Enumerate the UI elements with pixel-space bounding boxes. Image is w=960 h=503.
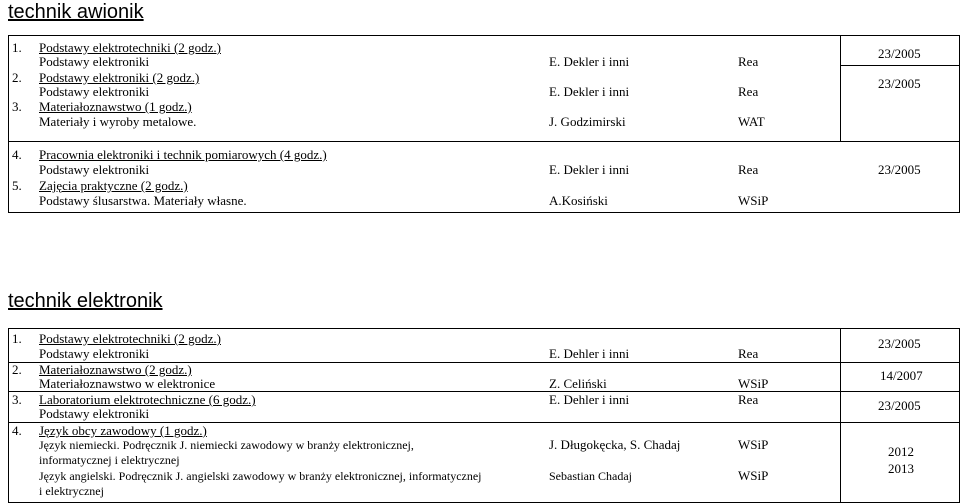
book-publisher: WAT bbox=[738, 114, 765, 129]
approval-number: 23/2005 bbox=[878, 398, 921, 413]
approval-number: 14/2007 bbox=[880, 368, 923, 383]
table-line bbox=[8, 141, 960, 142]
row-number: 2. bbox=[12, 70, 22, 85]
row-number: 5. bbox=[12, 178, 22, 193]
book-publisher: WSiP bbox=[738, 376, 769, 391]
subject-name: Podstawy elektroniki (2 godz.) bbox=[39, 70, 200, 85]
book-author: A.Kosiński bbox=[549, 193, 608, 208]
textbook-table-awionik bbox=[8, 35, 960, 213]
subject-name: Pracownia elektroniki i technik pomiarowych (4 godz.) bbox=[39, 147, 327, 162]
textbook-table-elektronik bbox=[8, 328, 960, 503]
book-title: Język angielski. Podręcznik J. angielski zawodowy w branży elektronicznej, informatycznej bbox=[39, 469, 482, 483]
book-publisher: Rea bbox=[738, 162, 759, 177]
table-line bbox=[8, 35, 9, 213]
subject-name: Zajęcia praktyczne (2 godz.) bbox=[39, 178, 188, 193]
book-publisher: Rea bbox=[738, 84, 759, 99]
book-publisher: WSiP bbox=[738, 193, 769, 208]
book-publisher: WSiP bbox=[738, 468, 769, 483]
book-title: Podstawy elektroniki bbox=[39, 162, 150, 177]
row-number: 3. bbox=[12, 99, 22, 114]
table-line bbox=[8, 212, 960, 213]
book-author: E. Dehler i inni bbox=[549, 392, 630, 407]
book-publisher: Rea bbox=[738, 392, 759, 407]
row-number: 4. bbox=[12, 147, 22, 162]
row-number: 3. bbox=[12, 392, 22, 407]
book-author: E. Dekler i inni bbox=[549, 54, 630, 69]
book-publisher: Rea bbox=[738, 346, 759, 361]
book-title: informatycznej i elektrycznej bbox=[39, 453, 180, 467]
book-author: Sebastian Chadaj bbox=[549, 469, 632, 483]
table-line bbox=[840, 65, 960, 66]
subject-name: Podstawy elektrotechniki (2 godz.) bbox=[39, 331, 221, 346]
book-publisher: WSiP bbox=[738, 437, 769, 452]
approval-number: 23/2005 bbox=[878, 336, 921, 351]
approval-number: 23/2005 bbox=[878, 76, 921, 91]
book-author: J. Długokęcka, S. Chadaj bbox=[549, 437, 681, 452]
row-number: 4. bbox=[12, 423, 22, 438]
table-line bbox=[840, 35, 841, 141]
approval-number: 23/2005 bbox=[878, 46, 921, 61]
row-number: 2. bbox=[12, 362, 22, 377]
book-author: Z. Celiński bbox=[549, 376, 607, 391]
row-number: 1. bbox=[12, 331, 22, 346]
section-title-elektronik: technik elektronik bbox=[8, 290, 163, 312]
book-title: Podstawy elektroniki bbox=[39, 54, 150, 69]
book-title: Podstawy ślusarstwa. Materiały własne. bbox=[39, 193, 247, 208]
subject-name: Laboratorium elektrotechniczne (6 godz.) bbox=[39, 392, 256, 407]
book-author: E. Dekler i inni bbox=[549, 84, 630, 99]
subject-name: Język obcy zawodowy (1 godz.) bbox=[39, 423, 207, 438]
book-author: E. Dekler i inni bbox=[549, 162, 630, 177]
book-title: Język niemiecki. Podręcznik J. niemiecki zawodowy w branży elektronicznej, bbox=[39, 438, 414, 452]
table-line bbox=[8, 328, 9, 503]
table-line bbox=[840, 328, 841, 503]
subject-name: Materiałoznawstwo (1 godz.) bbox=[39, 99, 192, 114]
school-year: 2012 bbox=[888, 444, 914, 459]
school-year: 2013 bbox=[888, 461, 914, 476]
subject-name: Podstawy elektrotechniki (2 godz.) bbox=[39, 40, 221, 55]
table-line bbox=[8, 328, 960, 329]
section-title-awionik: technik awionik bbox=[8, 1, 144, 23]
book-title: Materiałoznawstwo w elektronice bbox=[39, 376, 216, 391]
approval-number: 23/2005 bbox=[878, 162, 921, 177]
book-author: E. Dehler i inni bbox=[549, 346, 630, 361]
table-line bbox=[8, 35, 960, 36]
book-title: Podstawy elektroniki bbox=[39, 346, 150, 361]
book-author: J. Godzimirski bbox=[549, 114, 626, 129]
book-title: Materiały i wyroby metalowe. bbox=[39, 114, 197, 129]
book-title: Podstawy elektroniki bbox=[39, 406, 150, 421]
book-publisher: Rea bbox=[738, 54, 759, 69]
book-title: Podstawy elektroniki bbox=[39, 84, 150, 99]
subject-name: Materiałoznawstwo (2 godz.) bbox=[39, 362, 192, 377]
book-title: i elektrycznej bbox=[39, 484, 104, 498]
row-number: 1. bbox=[12, 40, 22, 55]
